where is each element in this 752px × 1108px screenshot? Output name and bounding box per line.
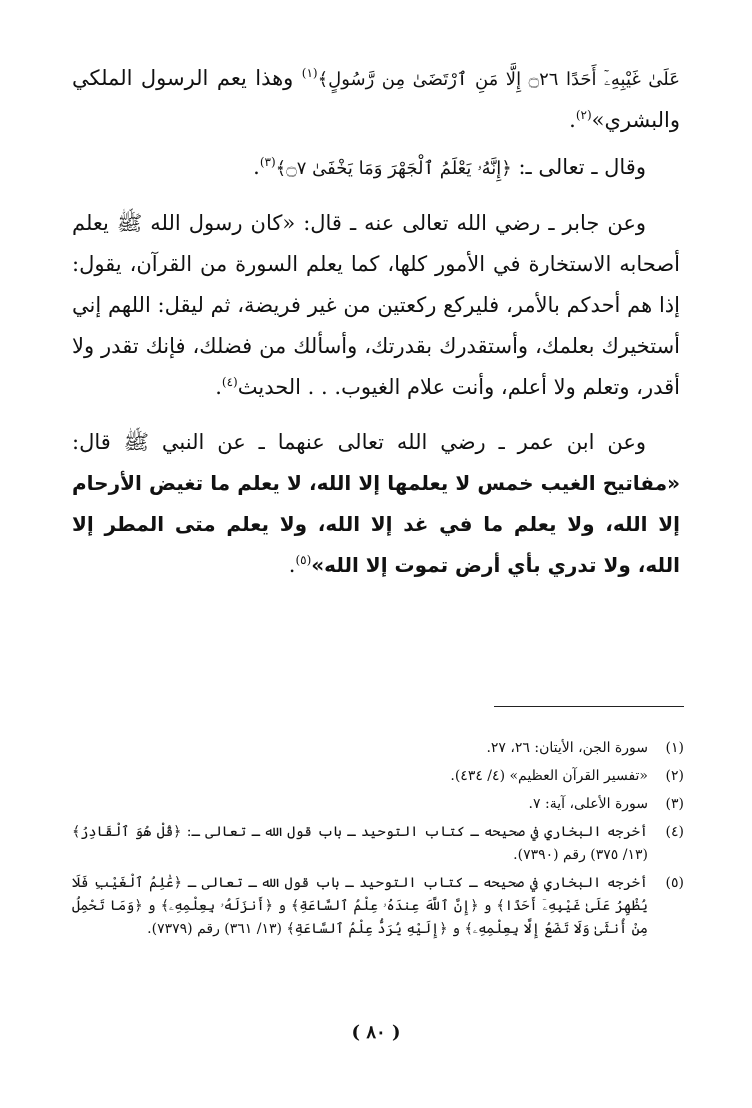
paragraph-2 xyxy=(72,147,680,189)
main-text xyxy=(72,58,680,586)
footnote-number: (٤) xyxy=(665,824,684,840)
footnote-ref: (٢) xyxy=(575,108,592,122)
quran-verse: ﴿إِنَّهُۥ يَعْلَمُ ٱلْجَهْرَ وَمَا يَخْفَىٰ ۝٧﴾ xyxy=(275,158,512,179)
footnote-divider xyxy=(494,706,684,707)
footnote-text: سورة الجن، الأيتان: ٢٦، ٢٧. xyxy=(486,740,648,756)
footnote-number: (٣) xyxy=(665,796,684,812)
page-number: ( ٨٠ ) xyxy=(351,1022,401,1043)
paragraph-end: . xyxy=(569,108,576,132)
footnote-item xyxy=(72,793,684,816)
footnote-text: أخرجه البخاري في صحيحه ـ كتاب التوحيد ـ باب قول الله ـ تعالى ـ ﴿عَٰلِمُ ٱلْغَيْبِ فَلَا يُظْهِرُ عَلَىٰ غَيْبِهِۦٓ أَحَدًا﴾ و ﴿إِنَّ ٱللَّهَ عِندَهُۥ عِلْمُ ٱلسَّاعَةِ﴾ و ﴿أَنزَلَهُۥ بِعِلْمِهِۦ﴾ و ﴿وَمَا تَحْمِلُ مِنْ أُنثَىٰ وَلَا تَضَعُ إِلَّا بِعِلْمِهِۦ﴾ و ﴿إِلَيْهِ يُرَدُّ عِلْمُ ٱلسَّاعَةِ﴾ (١٣/ ٣٦١) رقم (٧٣٧٩). xyxy=(72,875,648,937)
paragraph-text: وقال ـ تعالى ـ: xyxy=(511,155,646,179)
paragraph-4 xyxy=(72,422,680,586)
paragraph-text: وعن ابن عمر ـ رضي الله تعالى عنهما ـ عن النبي ﷺ قال: xyxy=(72,430,646,454)
paragraph-text: وعن جابر ـ رضي الله تعالى عنه ـ قال: «كان رسول الله ﷺ يعلم أصحابه الاستخارة في الأمور كلها، كما يعلم السورة من القرآن، يقول: إذا هم أحدكم بالأمر، فليركع ركعتين من غير فريضة، ثم ليقل: اللهم إني أستخيرك بعلمك، وأستقدرك بقدرتك، وأسألك من فضلك، فإنك تقدر ولا أقدر، وتعلم ولا أعلم، وأنت علام الغيوب. . . الحديث xyxy=(72,211,680,399)
footnote-ref: (١) xyxy=(301,66,318,80)
footnote-text: سورة الأعلى، آية: ٧. xyxy=(528,796,648,812)
footnote-text: «تفسير القرآن العظيم» (٤/ ٤٣٤). xyxy=(450,768,648,784)
footnote-text: أخرجه البخاري في صحيحه ـ كتاب التوحيد ـ باب قول الله ـ تعالى ـ: ﴿قُلْ هُوَ ٱلْقَادِرُ﴾ (١٣/ ٣٧٥) رقم (٧٣٩٠). xyxy=(72,824,648,863)
paragraph-end: . xyxy=(253,155,260,179)
footnote-ref: (٤) xyxy=(221,375,238,389)
footnote-number: (٥) xyxy=(665,875,684,891)
hadith-text: «مفاتيح الغيب خمس لا يعلمها إلا الله، لا يعلم ما تغيض الأرحام إلا الله، ولا يعلم ما في غد إلا الله، ولا يعلم متى المطر إلا الله، ولا تدري بأي أرض تموت إلا الله» xyxy=(72,471,680,577)
footnote-number: (١) xyxy=(665,740,684,756)
footnotes xyxy=(72,737,684,946)
footnote-item xyxy=(72,737,684,760)
footnote-item xyxy=(72,872,684,941)
paragraph-end: . xyxy=(288,553,296,577)
footnote-number: (٢) xyxy=(665,768,684,784)
paragraph-text: وهذا يعم الرسول الملكي والبشري» xyxy=(72,66,680,132)
footnote-item xyxy=(72,821,684,867)
footnote-item xyxy=(72,765,684,788)
paragraph-end: . xyxy=(215,375,222,399)
paragraph-3 xyxy=(72,203,680,408)
quran-verse: عَلَىٰ غَيْبِهِۦٓ أَحَدًا ۝٢٦ إِلَّا مَنِ ٱرْتَضَىٰ مِن رَّسُولٍ﴾ xyxy=(317,69,680,90)
footnote-ref: (٣) xyxy=(259,155,276,169)
paragraph-1 xyxy=(72,58,680,141)
footnote-ref: (٥) xyxy=(295,553,312,567)
